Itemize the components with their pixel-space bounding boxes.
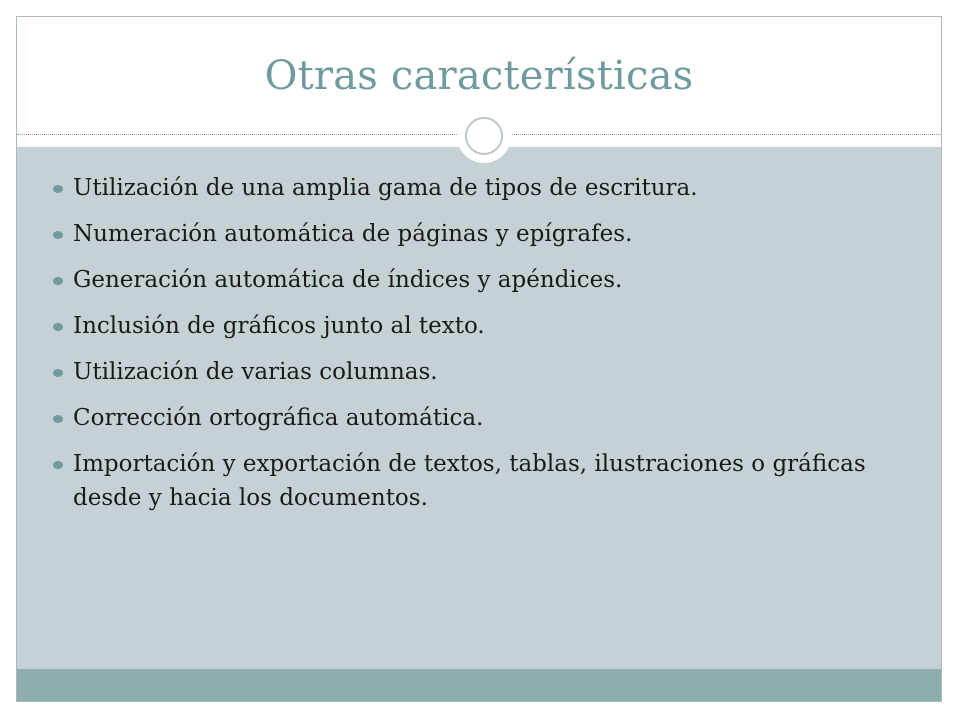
bullet-item (53, 263, 913, 297)
bullet-dot-icon (53, 369, 63, 377)
bullet-dot-icon (53, 323, 63, 331)
circle-ornament-icon (457, 109, 511, 163)
bullet-text: Utilización de una amplia gama de tipos de escritura. (73, 175, 698, 201)
bullet-item (53, 309, 913, 343)
bullet-text: Numeración automática de páginas y epígrafes. (73, 221, 633, 247)
footer-band (17, 669, 941, 701)
bullet-dot-icon (53, 277, 63, 285)
slide (16, 16, 942, 702)
bullet-list (53, 171, 913, 527)
bullet-text: Generación automática de índices y apéndices. (73, 267, 623, 293)
bullet-text: Importación y exportación de textos, tablas, ilustraciones o gráficas desde y hacia los documentos. (73, 451, 866, 511)
bullet-dot-icon (53, 185, 63, 193)
bullet-item (53, 447, 913, 515)
bullet-item (53, 171, 913, 205)
bullet-item (53, 217, 913, 251)
bullet-text: Utilización de varias columnas. (73, 359, 438, 385)
bullet-dot-icon (53, 231, 63, 239)
bullet-item (53, 355, 913, 389)
bullet-item (53, 401, 913, 435)
bullet-dot-icon (53, 415, 63, 423)
bullet-dot-icon (53, 461, 63, 469)
bullet-text: Inclusión de gráficos junto al texto. (73, 313, 485, 339)
slide-title: Otras características (264, 53, 694, 99)
bullet-text: Corrección ortográfica automática. (73, 405, 484, 431)
